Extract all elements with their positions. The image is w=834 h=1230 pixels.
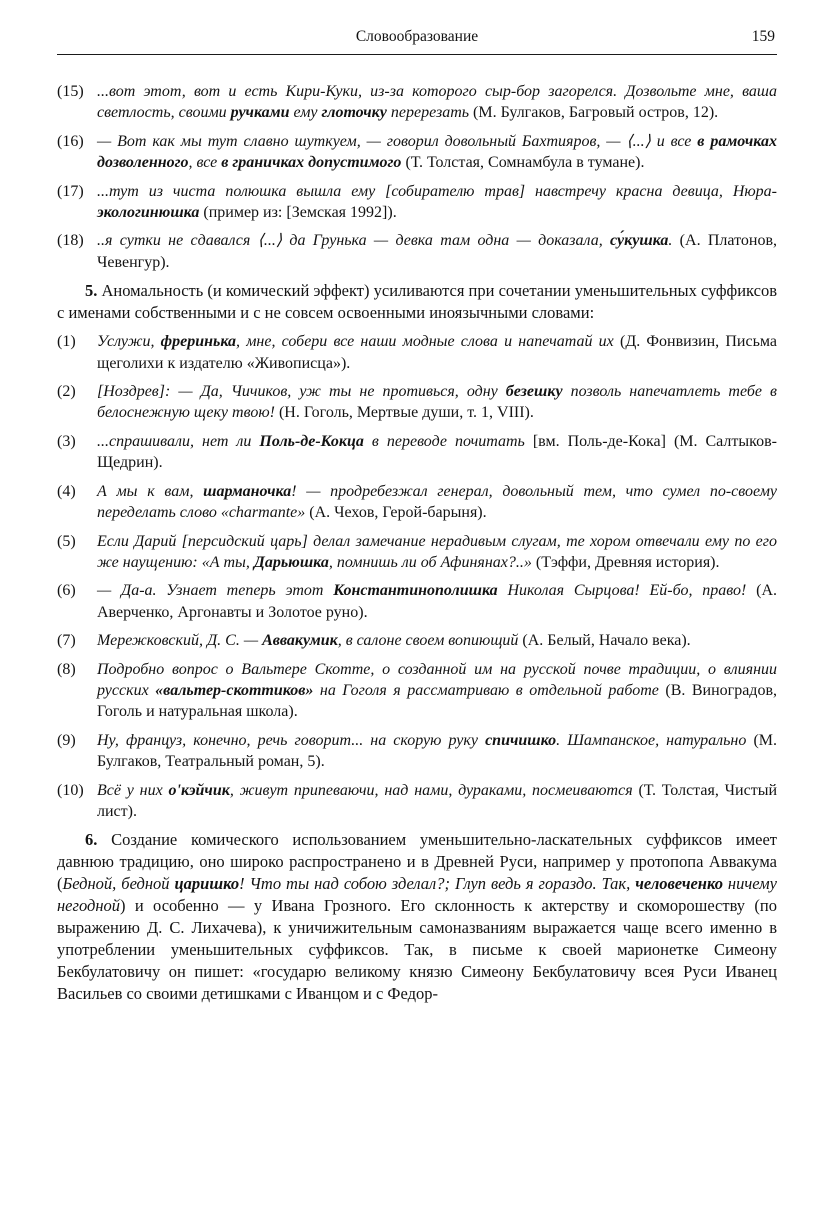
text-segment: шарманочка (203, 482, 292, 500)
text-segment: (В. Виноградов, Гоголь и натуральная школа). (97, 681, 778, 721)
text-segment: спичишко (485, 731, 557, 749)
text-segment: Услужи, (97, 333, 161, 351)
text-segment: (А. Чехов, Герой-барыня). (309, 504, 487, 522)
text-segment: царишко (174, 874, 240, 894)
example-number: (5) (57, 532, 76, 550)
text-segment: (М. Булгаков, Театральный роман, 5). (97, 731, 777, 771)
page-header (57, 28, 777, 55)
example-number: (7) (57, 632, 76, 650)
text-segment: Мережковский, Д. С. — (97, 632, 263, 650)
text-segment: Аномальность (и комический эффект) усиливаются при сочетании уменьшительных суффиксов с именами собственными и с не совсем освоенными иноязычными словами: (57, 281, 778, 323)
text-segment: ему (289, 104, 322, 122)
text-segment: Аввакумик (262, 632, 338, 650)
text-segment: . Шампанское, натурально (556, 731, 754, 749)
text-segment: . (668, 232, 673, 250)
text-segment: су́кушка (610, 232, 669, 250)
example-number: (17) (57, 182, 84, 200)
text-segment: Создание комического использованием уменьшительно-ласкательных суффиксов имеет давнюю традицию, оно широко распространено и в Древней Руси, например у протопопа Аввакума ( (57, 830, 777, 894)
text-segment: (Т. Толстая, Сомнамбула в тумане). (401, 154, 645, 172)
text-segment: Николая Сырцова! Ей-бо, право! (497, 582, 757, 600)
example-item (57, 780, 777, 823)
example-number: (3) (57, 432, 76, 450)
text-segment: (Т. Толстая, Чистый лист). (97, 781, 777, 820)
text-segment: (Тэффи, Древняя история). (535, 553, 720, 571)
running-head: Словообразование (355, 28, 479, 45)
text-segment: (пример из: [Земская 1992]). (199, 204, 397, 222)
text-segment: безешку (505, 383, 563, 401)
page-content (57, 81, 777, 1005)
example-item (57, 630, 777, 651)
example-item (57, 131, 777, 174)
example-item (57, 659, 777, 723)
text-segment: ...спрашивали, нет ли (97, 432, 260, 450)
example-number: (16) (57, 132, 84, 150)
text-segment: Бедной, бедной (62, 874, 175, 894)
text-segment: в граничках допустимого (221, 154, 402, 172)
text-segment: — Вот как мы тут славно шуткуем, — говорил довольный Бахтияров, — ⟨...⟩ и все (97, 132, 698, 150)
text-segment: (М. Булгаков, Багровый остров, 12). (473, 104, 719, 122)
text-segment: , помнишь ли об Афинянах?..» (328, 553, 536, 571)
text-segment: , мне, собери все наши модные слова и напечатай их (236, 333, 620, 351)
text-segment: глоточку (321, 104, 387, 122)
text-segment: перерезать (386, 104, 474, 122)
text-segment: (Н. Гоголь, Мертвые души, т. 1, VIII). (278, 404, 534, 422)
example-number: (6) (57, 582, 76, 600)
example-number: (2) (57, 383, 76, 401)
text-segment: , живут припеваючи, над нами, дураками, посмеиваются (229, 781, 639, 799)
text-segment: ...вот этот, вот и есть Кири-Куки, из-за которого сыр-бор загорелся. Дозвольте мне, ваша светлость, своими (97, 83, 777, 122)
text-segment: ...тут из чиста полюшка вышла ему [собирателю трав] навстречу красна девица, Нюра- (97, 182, 777, 200)
text-segment: ничему негодной (57, 874, 777, 916)
text-segment: — Да-а. Узнает теперь этот (97, 582, 334, 600)
example-item (57, 230, 777, 273)
text-segment: , все (188, 154, 222, 172)
text-segment: (А. Белый, Начало века). (522, 632, 691, 650)
example-item (57, 81, 777, 124)
text-segment: «вальтер-скоттиков» (155, 681, 314, 699)
text-segment: А мы к вам, (97, 482, 204, 500)
example-item (57, 580, 777, 623)
page-number: 159 (751, 28, 775, 45)
example-item (57, 181, 777, 224)
example-number: (4) (57, 482, 76, 500)
example-item (57, 730, 777, 773)
example-number: (8) (57, 660, 76, 678)
text-segment: (А. Платонов, Чевенгур). (97, 232, 777, 271)
text-segment: ручками (230, 104, 290, 122)
text-segment: [вм. Поль-де-Кока] (М. Салтыков-Щедрин). (97, 432, 777, 472)
text-segment: (Д. Фонвизин, Письма щеголихи к издателю «Живописца»). (97, 333, 778, 372)
text-segment: 6. (85, 830, 98, 850)
text-segment: позволь напечатлеть тебе в белоснежную щеку твою! (97, 383, 778, 422)
text-segment: ) и особенно — у Ивана Грозного. Его склонность к актерству и скоморошеству (по выражению Д. С. Лихачева), к уничижительным самоназваниям выражается чаще всего именно в употреблении уменьшительных суффиксов. Так, в письме к своей марионетке Симеону Бекбулатовичу он пишет: «государю великому князю Симеону Бекбулатовичу всея Руси Иванец Васильев со своими детишками с Иванцом и с Федор- (57, 896, 777, 1004)
text-segment: (А. Аверченко, Аргонавты и Золотое руно). (97, 582, 777, 621)
text-segment: , в салоне своем вопиющий (337, 632, 523, 650)
example-item (57, 481, 777, 524)
text-segment: экологинюшка (97, 204, 200, 222)
example-number: (18) (57, 232, 84, 250)
text-segment: в переводе почитать (363, 432, 533, 450)
text-segment: человеченко (635, 874, 723, 894)
example-number: (1) (57, 333, 76, 351)
example-item (57, 531, 777, 574)
text-segment: о'кэйчик (168, 781, 230, 799)
example-item (57, 431, 777, 474)
example-number: (15) (57, 83, 84, 100)
text-segment: в рамочках дозволенного (97, 132, 777, 172)
text-segment: Ну, француз, конечно, речь говорит... на скорую руку (97, 731, 486, 749)
text-segment: Константинополишка (333, 582, 498, 600)
text-segment: 5. (85, 281, 98, 301)
text-segment: Всё у них (97, 781, 169, 799)
example-number: (10) (57, 781, 84, 799)
text-segment: ! Что ты над собою зделал?; Глуп ведь я гораздо. Так, (239, 874, 636, 894)
text-segment: [Ноздрев]: — Да, Чичиков, уж ты не противься, одну (97, 383, 506, 401)
text-segment: фреринька (160, 333, 237, 351)
example-item (57, 331, 777, 374)
text-segment: на Гоголя я рассматриваю в отдельной работе (313, 681, 666, 699)
text-segment: Поль-де-Кокца (259, 432, 364, 450)
example-number: (9) (57, 731, 76, 749)
text-segment: Подробно вопрос о Вальтере Скотте, о созданной им на русской почве традиции, о влиянии русских (97, 660, 777, 699)
text-segment: Дарьюшка (253, 553, 329, 571)
example-item (57, 381, 777, 424)
text-segment: Если Дарий [персидский царь] делал замечание нерадивым слугам, те хором отвечали ему по его же наущению: «А ты, (97, 532, 777, 571)
body-paragraph (57, 829, 777, 1005)
body-paragraph (57, 280, 777, 324)
text-segment: ! — продребезжал генерал, довольный тем, что сумел по-своему переделать слово «charmante» (97, 482, 778, 522)
text-segment: ..я сутки не сдавался ⟨...⟩ да Грунька — девка там одна — доказала, (97, 232, 611, 250)
